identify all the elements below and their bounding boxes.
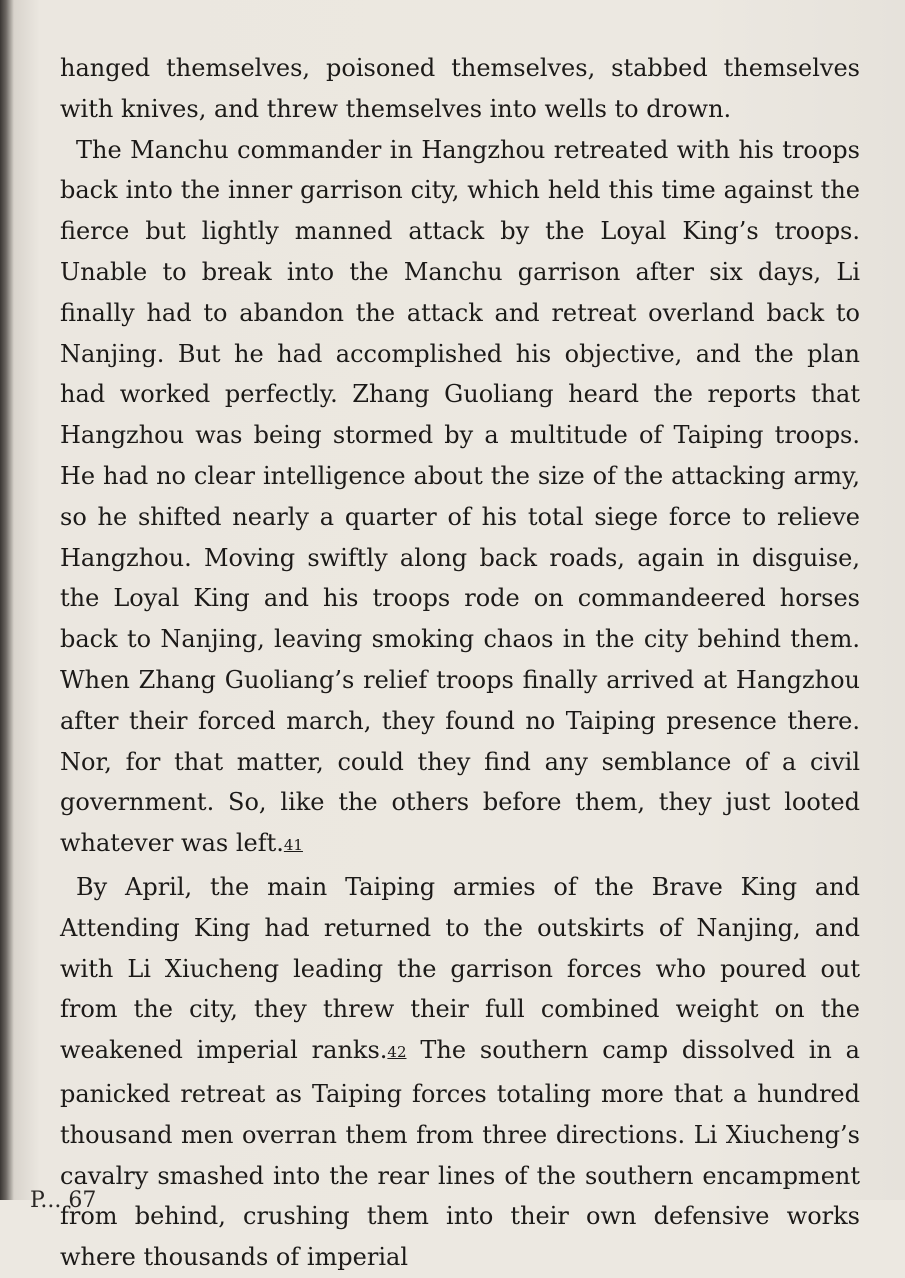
paragraph-text: The Manchu commander in Hangzhou retreated with his troops back into the inner garrison city, which held this time against the fierce but lightly manned attack by the Loyal King’s troops. Unable to break into the Manchu garrison after six days, Li finally had to abandon the attack and retreat overland back to Nanjing. But he had accomplished his objective, and the plan had worked perfectly. Zhang Guoliang heard the reports that Hangzhou was being stormed by a multitude of Taiping troops. He had no clear intelligence about the size of the attacking army, so he shifted nearly a quarter of his total siege force to relieve Hangzhou. Moving swiftly along back roads, again in disguise, the Loyal King and his troops rode on commandeered horses back to Nanjing, leaving smoking chaos in the city behind them. When Zhang Guoliang’s relief troops finally arrived at Hangzhou after their forced march, they found no Taiping presence there. Nor, for that matter, could they find any semblance of a civil government. So, like the others before them, they just looted whatever was left.	[60, 135, 860, 858]
paragraph-text: hanged themselves, poisoned themselves, stabbed themselves with knives, and threw themselves into wells to drown.	[60, 54, 860, 123]
body-text	[60, 48, 860, 1278]
page-footer: P... 67	[30, 1188, 97, 1213]
footnote-marker[interactable]: 41	[283, 836, 303, 855]
paragraph	[60, 867, 860, 1278]
paragraph-text: By April, the main Taiping armies of the Brave King and Attending King had returned to the outskirts of Nanjing, and with Li Xiucheng leading the garrison forces who poured out from the city, they threw their full combined weight on the weakened imperial ranks.	[60, 872, 860, 1065]
paragraph	[60, 130, 860, 867]
footnote-marker[interactable]: 42	[387, 1043, 407, 1062]
paragraph-text: The southern camp dissolved in a panicked retreat as Taiping forces totaling more that a hundred thousand men overran them from three directions. Li Xiucheng’s cavalry smashed into the rear lines of the southern encampment from behind, crushing them into their own defensive works where thousands of imperial	[60, 1036, 860, 1272]
paragraph	[60, 48, 860, 130]
